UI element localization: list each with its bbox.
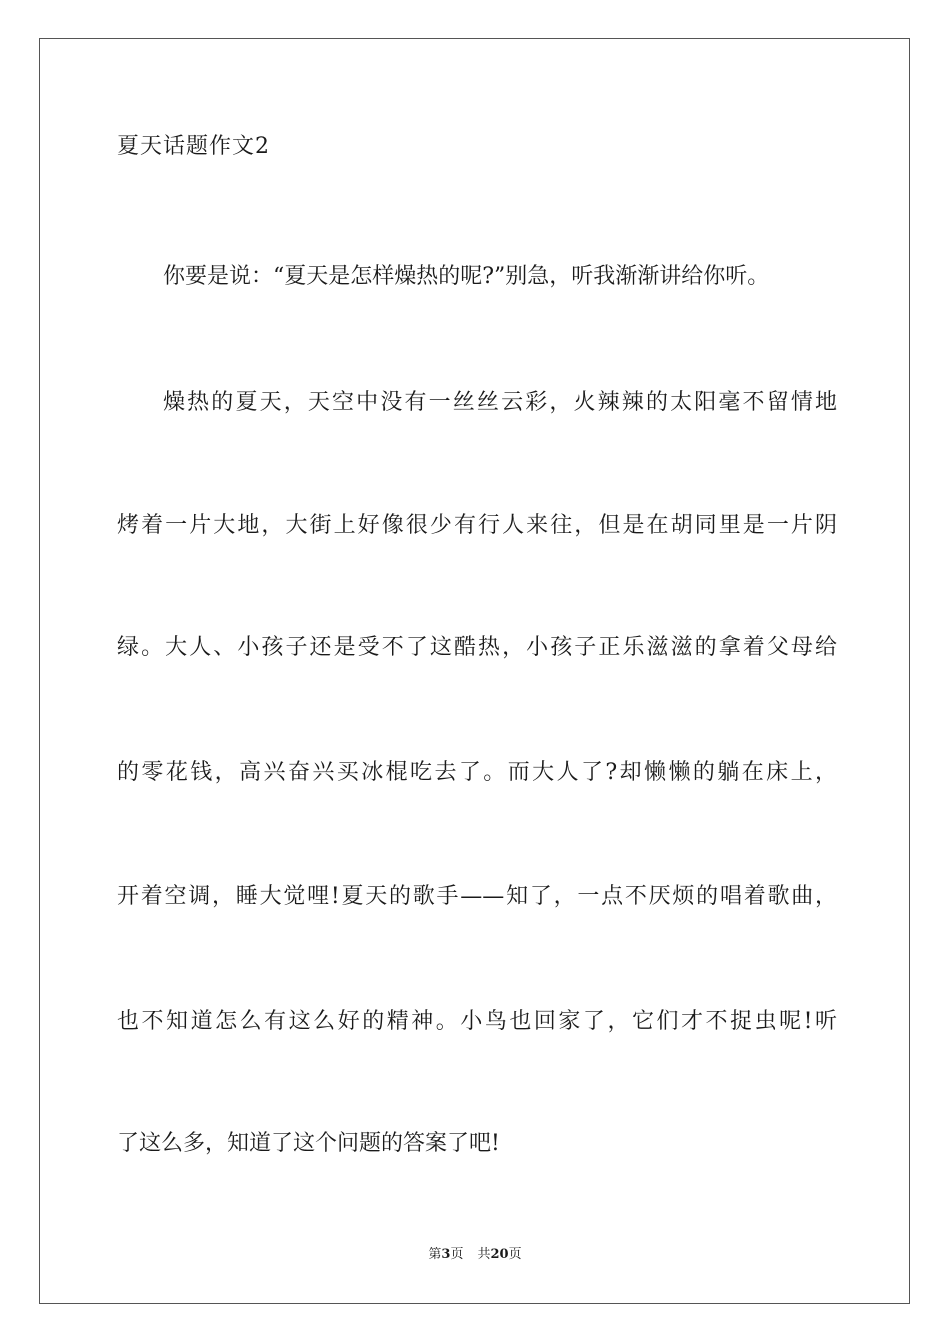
paragraph-2-line-4: 的零花钱，高兴奋兴买冰棍吃去了。而大人了?却懒懒的躺在床上， [117, 760, 837, 785]
page-border [39, 38, 910, 1304]
page-footer [0, 1246, 950, 1264]
footer-page-prefix: 第 [428, 1247, 442, 1262]
footer-total-prefix: 共 [477, 1247, 491, 1262]
paragraph-2-line-6: 也不知道怎么有这么好的精神。小鸟也回家了，它们才不捉虫呢!听 [117, 1009, 837, 1034]
paragraph-1-line-1: 你要是说：“夏天是怎样燥热的呢?”别急，听我渐渐讲给你听。 [163, 264, 770, 289]
paragraph-2-line-7: 了这么多，知道了这个问题的答案了吧! [117, 1131, 500, 1156]
paragraph-2-line-2: 烤着一片大地，大街上好像很少有行人来往，但是在胡同里是一片阴 [117, 513, 837, 538]
footer-total-suffix: 页 [508, 1247, 522, 1262]
footer-total-pages: 20 [490, 1247, 509, 1262]
paragraph-2-line-5: 开着空调，睡大觉哩!夏天的歌手——知了，一点不厌烦的唱着歌曲， [117, 884, 837, 909]
document-title: 夏天话题作文2 [117, 134, 270, 159]
paragraph-2-line-1: 燥热的夏天，天空中没有一丝丝云彩，火辣辣的太阳毫不留情地 [163, 390, 837, 415]
footer-page-number: 3 [441, 1247, 451, 1262]
footer-page-suffix: 页 [450, 1247, 464, 1262]
paragraph-2-line-3: 绿。大人、小孩子还是受不了这酷热，小孩子正乐滋滋的拿着父母给 [117, 635, 837, 660]
